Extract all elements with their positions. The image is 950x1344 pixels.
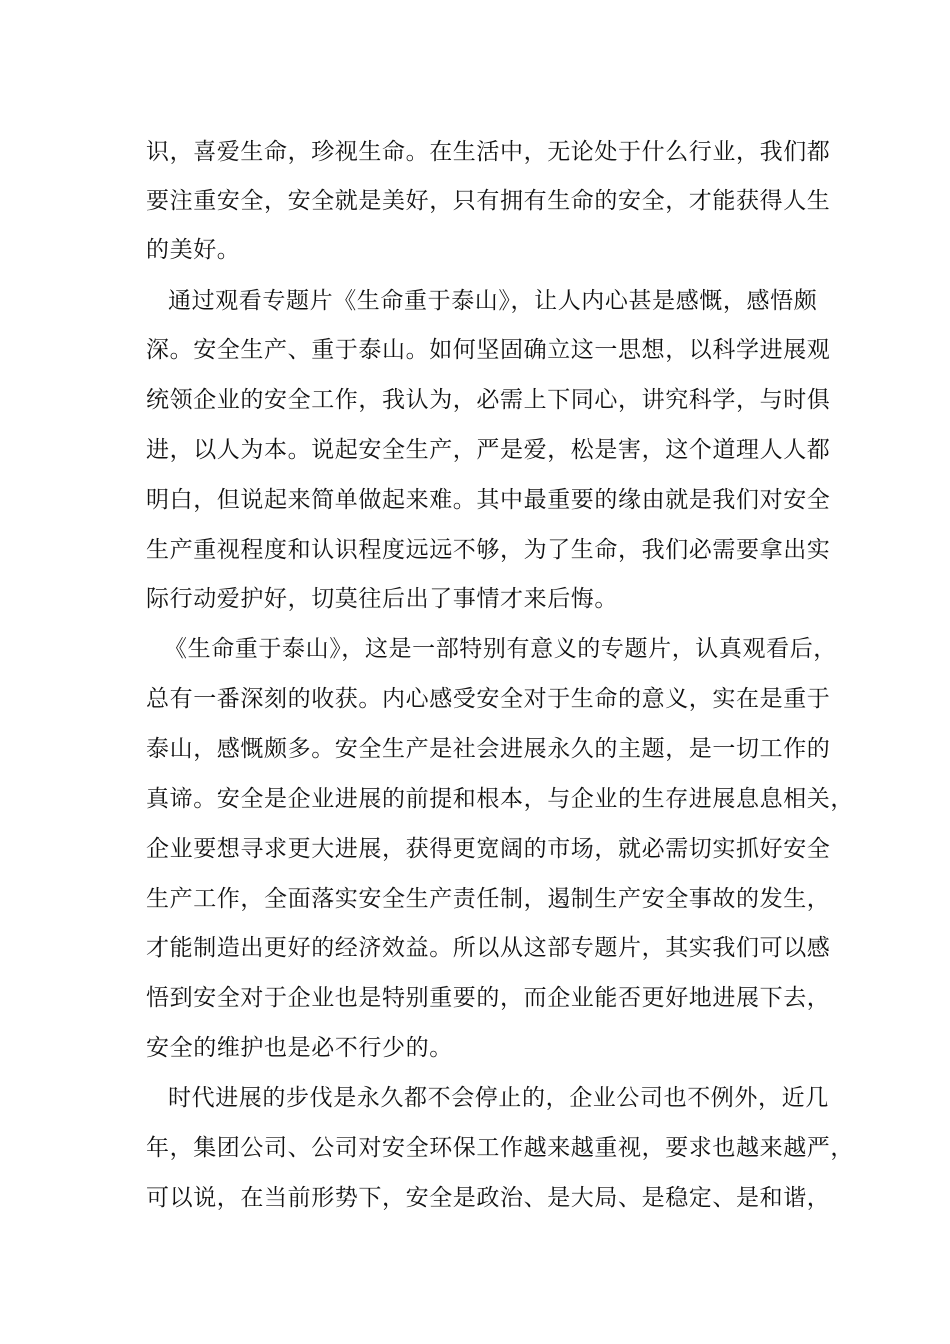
text-line: 泰山，感慨颇多。安全生产是社会进展永久的主题，是一切工作的 — [146, 736, 831, 762]
text-line: 统领企业的安全工作，我认为，必需上下同心，讲究科学，与时俱 — [146, 387, 831, 413]
text-line: 安全的维护也是必不行少的。 — [146, 1035, 453, 1061]
text-line: 总有一番深刻的收获。内心感受安全对于生命的意义，实在是重于 — [146, 686, 831, 712]
text-line: 生产工作，全面落实安全生产责任制，遏制生产安全事故的发生， — [146, 886, 831, 912]
text-line: 悟到安全对于企业也是特别重要的，而企业能否更好地进展下去， — [146, 985, 831, 1011]
text-line: 通过观看专题片《生命重于泰山》，让人内心甚是感慨，感悟颇 — [168, 288, 818, 314]
text-line: 年，集团公司、公司对安全环保工作越来越重视，要求也越来越严， — [146, 1135, 854, 1161]
text-line: 要注重安全，安全就是美好，只有拥有生命的安全，才能获得人生 — [146, 188, 831, 214]
text-line: 真谛。安全是企业进展的前提和根本，与企业的生存进展息息相关， — [146, 786, 854, 812]
text-line: 明白，但说起来简单做起来难。其中最重要的缘由就是我们对安全 — [146, 487, 831, 513]
text-line: 深。安全生产、重于泰山。如何坚固确立这一思想，以科学进展观 — [146, 337, 831, 363]
text-line: 时代进展的步伐是永久都不会停止的，企业公司也不例外，近几 — [168, 1085, 829, 1111]
text-line: 《生命重于泰山》，这是一部特别有意义的专题片，认真观看后， — [164, 636, 837, 662]
text-line: 才能制造出更好的经济效益。所以从这部专题片，其实我们可以感 — [146, 935, 831, 961]
text-line: 的美好。 — [146, 237, 241, 263]
text-line: 识，喜爱生命，珍视生命。在生活中，无论处于什么行业，我们都 — [146, 139, 831, 165]
text-line: 可以说，在当前形势下，安全是政治、是大局、是稳定、是和谐， — [146, 1185, 831, 1211]
text-line: 生产重视程度和认识程度远远不够，为了生命，我们必需要拿出实 — [146, 537, 831, 563]
text-line: 企业要想寻求更大进展，获得更宽阔的市场，就必需切实抓好安全 — [146, 836, 831, 862]
text-line: 际行动爱护好，切莫往后出了事情才来后悔。 — [146, 586, 618, 612]
text-line: 进，以人为本。说起安全生产，严是爱，松是害，这个道理人人都 — [146, 437, 831, 463]
